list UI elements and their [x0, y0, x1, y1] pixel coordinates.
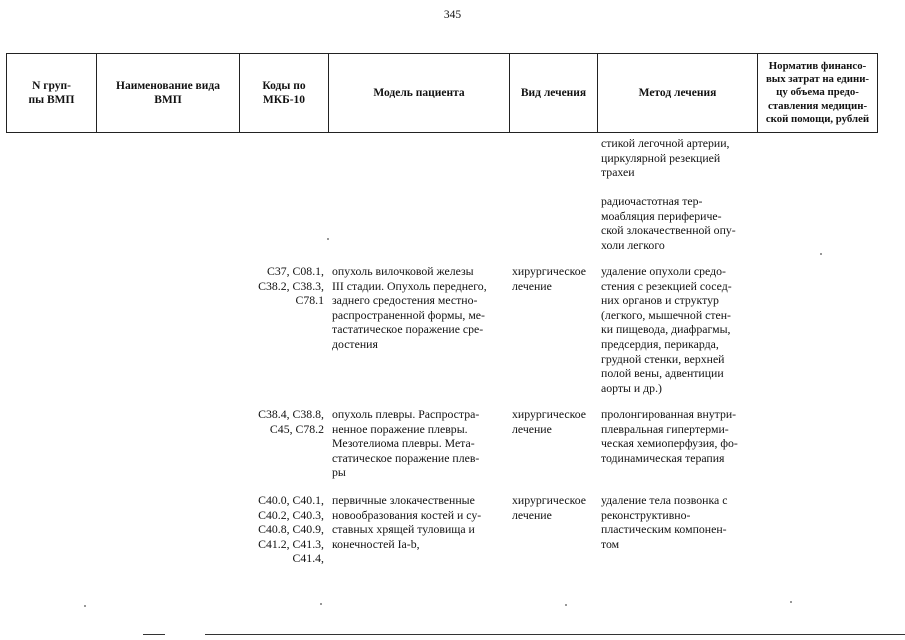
row-method: удаление тела позвонка с реконструктивно- пластическим компонен- том — [601, 493, 728, 551]
header-method: Метод лечения — [638, 87, 717, 99]
header-model: Модель пациента — [373, 87, 465, 99]
row-method: удаление опухоли средо- стения с резекцией сосед- них органов и структур (легкого, мышечной стен- ки пищевода, диафрагмы, предсердия, перикарда, грудной стенки, верхней полой вены, адвентиции аорты и др.) — [601, 264, 732, 395]
row-treatment: хирургическое лечение — [512, 264, 587, 293]
scan-speck — [327, 238, 329, 240]
footer-rule — [143, 634, 165, 635]
continued-method-text: радиочастотная тер- моабляция перифериче- ской злокачественной опу- холи легкого — [601, 194, 736, 252]
row-treatment: хирургическое лечение — [512, 493, 587, 522]
page-number: 345 — [443, 9, 462, 21]
header-norm: Норматив финансо- вых затрат на едини- цу объема предо- ставления медицин- ской помощи, рублей — [765, 59, 870, 125]
header-treatment-type: Вид лечения — [520, 87, 587, 99]
row-model: опухоль плевры. Распростра- ненное поражение плевры. Мезотелиома плевры. Мета- статическое поражение плев- ры — [332, 407, 480, 480]
row-codes: C38.4, C38.8, C45, C78.2 — [258, 407, 324, 436]
row-method: пролонгированная внутри- плевральная гипертерми- ческая хемиоперфузия, фо- тодинамическая терапия — [601, 407, 738, 465]
scan-speck — [320, 603, 322, 605]
continued-method-text: стикой легочной артерии, циркулярной резекцией трахеи — [601, 136, 730, 180]
header-group: N груп- пы ВМП — [28, 80, 75, 106]
footer-rule — [205, 634, 905, 635]
scan-speck — [565, 604, 567, 606]
header-divider — [877, 53, 878, 133]
header-bottom-border — [6, 132, 878, 133]
header-codes: Коды по МКБ-10 — [262, 80, 306, 106]
scan-speck — [820, 253, 822, 255]
row-codes: C37, C08.1, C38.2, C38.3, C78.1 — [258, 264, 324, 308]
header-name: Наименование вида ВМП — [116, 80, 220, 106]
row-treatment: хирургическое лечение — [512, 407, 587, 436]
scan-speck — [790, 601, 792, 603]
scan-speck — [84, 605, 86, 607]
row-model: первичные злокачественные новообразования костей и су- ставных хрящей туловища и конечностей Ia-b, — [332, 493, 482, 551]
row-codes: C40.0, C40.1, C40.2, C40.3, C40.8, C40.9, C41.2, C41.3, C41.4, — [258, 493, 324, 566]
row-model: опухоль вилочковой железы III стадии. Опухоль переднего, заднего средостения местно- распространенной формы, ме- тастатическое поражение сре- достения — [332, 264, 487, 351]
